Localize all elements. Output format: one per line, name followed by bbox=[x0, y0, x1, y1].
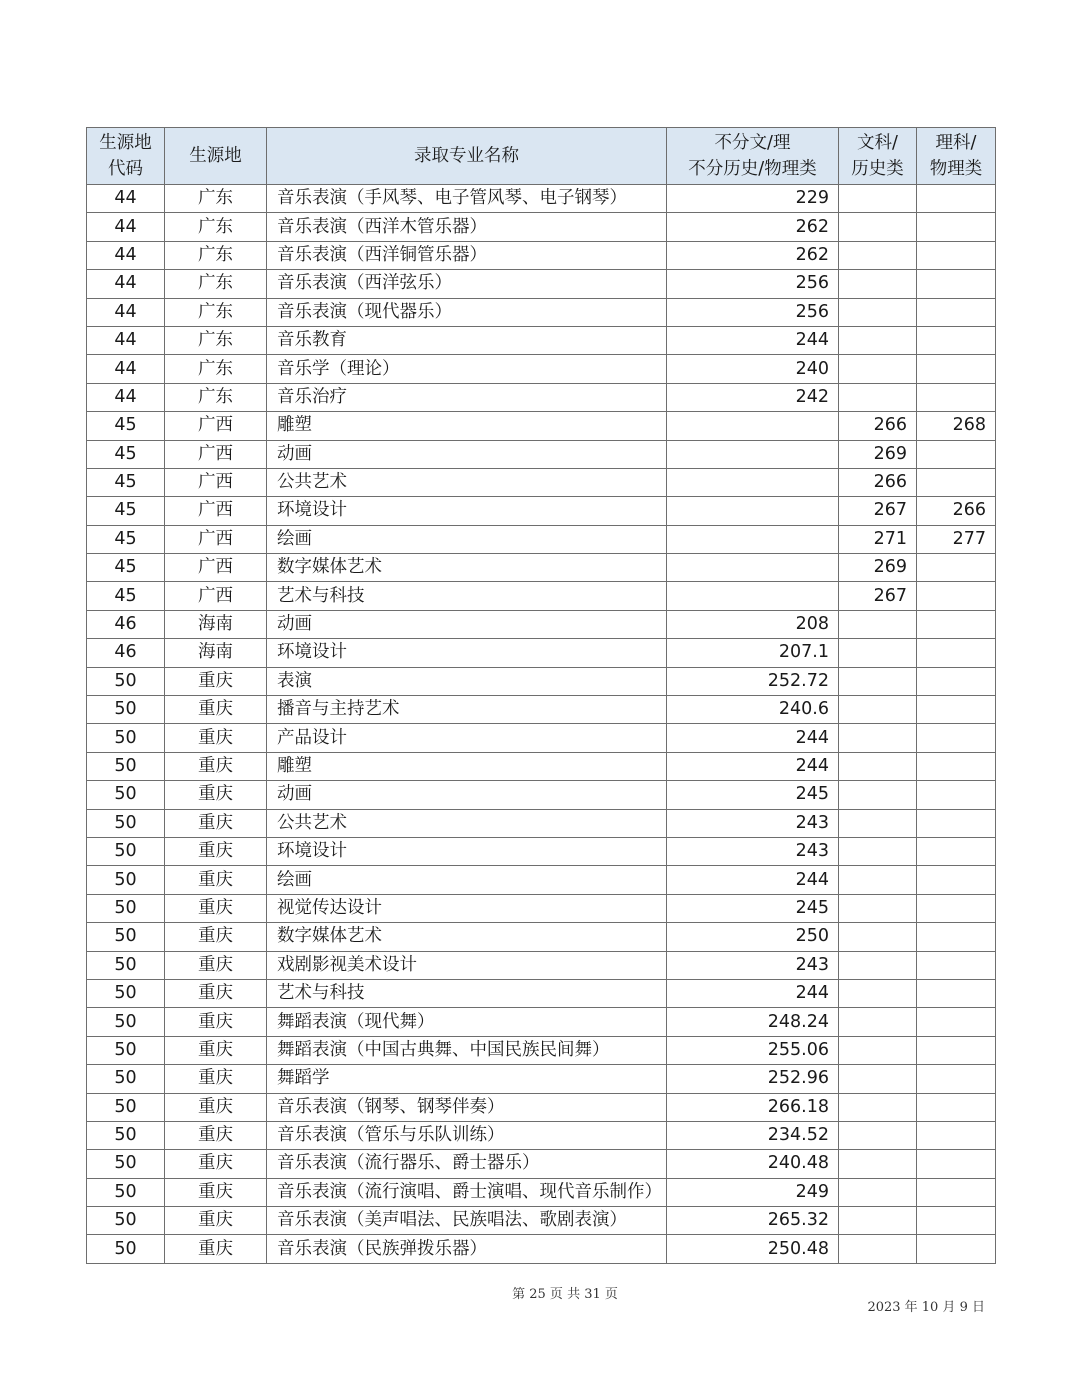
cell-score-all: 266.18 bbox=[667, 1093, 839, 1121]
table-row bbox=[87, 412, 996, 440]
cell-major: 数字媒体艺术 bbox=[267, 554, 667, 582]
cell-score-arts bbox=[839, 326, 917, 354]
cell-major: 艺术与科技 bbox=[267, 979, 667, 1007]
table-row bbox=[87, 667, 996, 695]
cell-score-all: 243 bbox=[667, 951, 839, 979]
header-score-arts-line1: 文科/ bbox=[857, 133, 898, 153]
cell-score-science bbox=[917, 1065, 996, 1093]
cell-province-code: 45 bbox=[87, 525, 165, 553]
cell-score-arts: 269 bbox=[839, 554, 917, 582]
cell-score-all: 234.52 bbox=[667, 1121, 839, 1149]
cell-major: 音乐表演（现代器乐） bbox=[267, 298, 667, 326]
cell-major: 音乐表演（民族弹拨乐器） bbox=[267, 1235, 667, 1263]
header-score-science-line2: 物理类 bbox=[929, 159, 983, 179]
cell-score-arts: 266 bbox=[839, 412, 917, 440]
header-major: 录取专业名称 bbox=[267, 128, 667, 185]
cell-major: 音乐表演（西洋弦乐） bbox=[267, 270, 667, 298]
cell-score-science bbox=[917, 1008, 996, 1036]
cell-score-all: 248.24 bbox=[667, 1008, 839, 1036]
cell-province-code: 50 bbox=[87, 923, 165, 951]
table-row bbox=[87, 440, 996, 468]
cell-major: 音乐表演（西洋铜管乐器） bbox=[267, 241, 667, 269]
cell-score-science bbox=[917, 554, 996, 582]
header-score-science bbox=[917, 128, 996, 185]
cell-score-arts bbox=[839, 1121, 917, 1149]
header-province-code-line2: 代码 bbox=[108, 159, 143, 179]
table-row bbox=[87, 1235, 996, 1263]
cell-score-all: 250 bbox=[667, 923, 839, 951]
cell-score-all: 244 bbox=[667, 724, 839, 752]
table-row bbox=[87, 1065, 996, 1093]
table-row bbox=[87, 781, 996, 809]
cell-province: 重庆 bbox=[165, 837, 267, 865]
cell-province: 重庆 bbox=[165, 667, 267, 695]
cell-major: 公共艺术 bbox=[267, 809, 667, 837]
cell-major: 绘画 bbox=[267, 866, 667, 894]
cell-score-all: 249 bbox=[667, 1178, 839, 1206]
cell-major: 音乐治疗 bbox=[267, 383, 667, 411]
cell-score-all: 243 bbox=[667, 837, 839, 865]
table-row bbox=[87, 724, 996, 752]
cell-score-arts bbox=[839, 1036, 917, 1064]
cell-province-code: 50 bbox=[87, 1235, 165, 1263]
cell-province: 重庆 bbox=[165, 951, 267, 979]
table-row bbox=[87, 923, 996, 951]
cell-score-science bbox=[917, 1093, 996, 1121]
cell-province: 重庆 bbox=[165, 979, 267, 1007]
cell-province: 重庆 bbox=[165, 696, 267, 724]
cell-province: 广东 bbox=[165, 326, 267, 354]
cell-major: 表演 bbox=[267, 667, 667, 695]
cell-province-code: 50 bbox=[87, 809, 165, 837]
cell-score-arts bbox=[839, 639, 917, 667]
admission-score-table bbox=[86, 127, 996, 1264]
cell-score-all bbox=[667, 525, 839, 553]
cell-province-code: 50 bbox=[87, 951, 165, 979]
table-row bbox=[87, 1121, 996, 1149]
cell-province-code: 50 bbox=[87, 1036, 165, 1064]
cell-score-arts bbox=[839, 1065, 917, 1093]
cell-score-arts bbox=[839, 1093, 917, 1121]
cell-province: 广西 bbox=[165, 412, 267, 440]
cell-major: 动画 bbox=[267, 440, 667, 468]
cell-score-science bbox=[917, 355, 996, 383]
cell-major: 音乐表演（钢琴、钢琴伴奏） bbox=[267, 1093, 667, 1121]
cell-score-science bbox=[917, 781, 996, 809]
cell-province-code: 46 bbox=[87, 610, 165, 638]
cell-major: 音乐教育 bbox=[267, 326, 667, 354]
cell-score-arts bbox=[839, 1235, 917, 1263]
cell-major: 动画 bbox=[267, 610, 667, 638]
cell-province-code: 44 bbox=[87, 298, 165, 326]
cell-score-all: 229 bbox=[667, 185, 839, 213]
table-row bbox=[87, 383, 996, 411]
cell-major: 音乐表演（流行演唱、爵士演唱、现代音乐制作） bbox=[267, 1178, 667, 1206]
cell-major: 戏剧影视美术设计 bbox=[267, 951, 667, 979]
cell-province: 广西 bbox=[165, 497, 267, 525]
cell-province-code: 45 bbox=[87, 412, 165, 440]
cell-score-arts bbox=[839, 1178, 917, 1206]
cell-major: 音乐表演（手风琴、电子管风琴、电子钢琴） bbox=[267, 185, 667, 213]
cell-score-arts bbox=[839, 185, 917, 213]
cell-score-all: 250.48 bbox=[667, 1235, 839, 1263]
cell-score-science bbox=[917, 383, 996, 411]
cell-score-science bbox=[917, 979, 996, 1007]
table-row bbox=[87, 809, 996, 837]
cell-score-science bbox=[917, 241, 996, 269]
cell-province-code: 44 bbox=[87, 383, 165, 411]
cell-score-arts bbox=[839, 298, 917, 326]
table-row bbox=[87, 610, 996, 638]
cell-score-science bbox=[917, 1150, 996, 1178]
cell-province-code: 46 bbox=[87, 639, 165, 667]
cell-score-science: 268 bbox=[917, 412, 996, 440]
cell-major: 雕塑 bbox=[267, 412, 667, 440]
cell-province-code: 44 bbox=[87, 213, 165, 241]
cell-major: 绘画 bbox=[267, 525, 667, 553]
cell-score-arts bbox=[839, 270, 917, 298]
cell-score-all: 245 bbox=[667, 894, 839, 922]
cell-major: 艺术与科技 bbox=[267, 582, 667, 610]
cell-major: 环境设计 bbox=[267, 497, 667, 525]
cell-province: 重庆 bbox=[165, 1207, 267, 1235]
cell-score-all bbox=[667, 412, 839, 440]
cell-score-arts bbox=[839, 837, 917, 865]
cell-province-code: 44 bbox=[87, 326, 165, 354]
cell-score-arts bbox=[839, 667, 917, 695]
table-header-row bbox=[87, 128, 996, 185]
table-row bbox=[87, 497, 996, 525]
cell-province-code: 45 bbox=[87, 582, 165, 610]
table-row bbox=[87, 298, 996, 326]
cell-score-science bbox=[917, 298, 996, 326]
cell-score-science bbox=[917, 1178, 996, 1206]
cell-province-code: 50 bbox=[87, 866, 165, 894]
cell-province: 海南 bbox=[165, 639, 267, 667]
cell-score-arts: 266 bbox=[839, 468, 917, 496]
table-row bbox=[87, 185, 996, 213]
cell-score-arts bbox=[839, 781, 917, 809]
cell-province: 重庆 bbox=[165, 1036, 267, 1064]
header-score-all-line1: 不分文/理 bbox=[714, 133, 791, 153]
cell-province-code: 50 bbox=[87, 1093, 165, 1121]
table-row bbox=[87, 1178, 996, 1206]
header-score-arts bbox=[839, 128, 917, 185]
cell-score-all: 262 bbox=[667, 213, 839, 241]
cell-score-science bbox=[917, 951, 996, 979]
cell-score-arts bbox=[839, 610, 917, 638]
header-score-arts-line2: 历史类 bbox=[851, 159, 904, 179]
cell-province-code: 50 bbox=[87, 979, 165, 1007]
cell-score-arts bbox=[839, 241, 917, 269]
cell-score-all bbox=[667, 582, 839, 610]
cell-province: 重庆 bbox=[165, 752, 267, 780]
cell-score-all: 208 bbox=[667, 610, 839, 638]
cell-major: 环境设计 bbox=[267, 837, 667, 865]
cell-province-code: 44 bbox=[87, 270, 165, 298]
cell-score-all: 255.06 bbox=[667, 1036, 839, 1064]
cell-major: 音乐表演（西洋木管乐器） bbox=[267, 213, 667, 241]
cell-score-all: 243 bbox=[667, 809, 839, 837]
table-row bbox=[87, 866, 996, 894]
header-score-all bbox=[667, 128, 839, 185]
cell-major: 产品设计 bbox=[267, 724, 667, 752]
cell-score-all: 207.1 bbox=[667, 639, 839, 667]
cell-score-science bbox=[917, 468, 996, 496]
cell-province: 广东 bbox=[165, 298, 267, 326]
cell-province: 重庆 bbox=[165, 1178, 267, 1206]
table-row bbox=[87, 582, 996, 610]
cell-province-code: 44 bbox=[87, 185, 165, 213]
cell-score-science bbox=[917, 1235, 996, 1263]
header-score-all-line2: 不分历史/物理类 bbox=[688, 159, 817, 179]
cell-score-science bbox=[917, 440, 996, 468]
table-row bbox=[87, 213, 996, 241]
cell-province: 重庆 bbox=[165, 1235, 267, 1263]
cell-major: 音乐表演（美声唱法、民族唱法、歌剧表演） bbox=[267, 1207, 667, 1235]
cell-score-all: 256 bbox=[667, 298, 839, 326]
table-row bbox=[87, 1150, 996, 1178]
table-row bbox=[87, 554, 996, 582]
cell-score-science bbox=[917, 667, 996, 695]
cell-score-all: 242 bbox=[667, 383, 839, 411]
cell-province-code: 50 bbox=[87, 1207, 165, 1235]
cell-score-science bbox=[917, 837, 996, 865]
cell-province: 重庆 bbox=[165, 1150, 267, 1178]
cell-score-all: 240 bbox=[667, 355, 839, 383]
table-row bbox=[87, 837, 996, 865]
table-row bbox=[87, 468, 996, 496]
cell-major: 音乐表演（流行器乐、爵士器乐） bbox=[267, 1150, 667, 1178]
cell-province-code: 50 bbox=[87, 837, 165, 865]
cell-major: 数字媒体艺术 bbox=[267, 923, 667, 951]
cell-score-arts bbox=[839, 752, 917, 780]
cell-province-code: 50 bbox=[87, 894, 165, 922]
table-row bbox=[87, 1008, 996, 1036]
table-row bbox=[87, 696, 996, 724]
cell-score-all: 244 bbox=[667, 752, 839, 780]
cell-province: 广东 bbox=[165, 270, 267, 298]
cell-score-all bbox=[667, 554, 839, 582]
table-row bbox=[87, 1036, 996, 1064]
cell-province: 广西 bbox=[165, 468, 267, 496]
table-row bbox=[87, 752, 996, 780]
table-row bbox=[87, 241, 996, 269]
cell-province: 广东 bbox=[165, 383, 267, 411]
cell-score-arts bbox=[839, 809, 917, 837]
cell-score-all: 244 bbox=[667, 866, 839, 894]
cell-province-code: 50 bbox=[87, 667, 165, 695]
cell-major: 舞蹈表演（中国古典舞、中国民族民间舞） bbox=[267, 1036, 667, 1064]
cell-province: 重庆 bbox=[165, 809, 267, 837]
cell-score-all: 256 bbox=[667, 270, 839, 298]
cell-score-all: 262 bbox=[667, 241, 839, 269]
table-row bbox=[87, 326, 996, 354]
cell-score-arts: 267 bbox=[839, 582, 917, 610]
cell-province-code: 45 bbox=[87, 554, 165, 582]
cell-score-arts bbox=[839, 979, 917, 1007]
cell-major: 动画 bbox=[267, 781, 667, 809]
cell-score-all: 240.48 bbox=[667, 1150, 839, 1178]
cell-major: 舞蹈表演（现代舞） bbox=[267, 1008, 667, 1036]
cell-score-science bbox=[917, 1036, 996, 1064]
cell-province-code: 50 bbox=[87, 1065, 165, 1093]
cell-major: 播音与主持艺术 bbox=[267, 696, 667, 724]
cell-province: 广东 bbox=[165, 241, 267, 269]
table-row bbox=[87, 355, 996, 383]
cell-score-science: 277 bbox=[917, 525, 996, 553]
cell-province-code: 44 bbox=[87, 355, 165, 383]
table-row bbox=[87, 270, 996, 298]
cell-score-all: 244 bbox=[667, 979, 839, 1007]
table-row bbox=[87, 979, 996, 1007]
cell-score-science bbox=[917, 610, 996, 638]
cell-score-arts: 267 bbox=[839, 497, 917, 525]
cell-score-science bbox=[917, 809, 996, 837]
cell-score-science bbox=[917, 639, 996, 667]
cell-score-science bbox=[917, 696, 996, 724]
cell-score-all: 252.72 bbox=[667, 667, 839, 695]
cell-score-science bbox=[917, 752, 996, 780]
cell-score-all: 244 bbox=[667, 326, 839, 354]
table-row bbox=[87, 525, 996, 553]
cell-score-science bbox=[917, 1121, 996, 1149]
cell-province: 广东 bbox=[165, 355, 267, 383]
header-province: 生源地 bbox=[165, 128, 267, 185]
cell-province-code: 50 bbox=[87, 781, 165, 809]
cell-major: 环境设计 bbox=[267, 639, 667, 667]
cell-score-arts bbox=[839, 1008, 917, 1036]
header-province-code bbox=[87, 128, 165, 185]
cell-province-code: 50 bbox=[87, 724, 165, 752]
cell-province: 重庆 bbox=[165, 1065, 267, 1093]
cell-score-all: 240.6 bbox=[667, 696, 839, 724]
cell-province: 广西 bbox=[165, 525, 267, 553]
cell-score-science bbox=[917, 1207, 996, 1235]
cell-score-all bbox=[667, 497, 839, 525]
cell-score-arts bbox=[839, 724, 917, 752]
cell-province: 广西 bbox=[165, 440, 267, 468]
cell-score-all bbox=[667, 468, 839, 496]
table-row bbox=[87, 951, 996, 979]
cell-score-arts bbox=[839, 894, 917, 922]
cell-province: 广西 bbox=[165, 554, 267, 582]
table-row bbox=[87, 639, 996, 667]
document-date: 2023 年 10 月 9 日 bbox=[867, 1300, 985, 1315]
cell-score-all: 245 bbox=[667, 781, 839, 809]
cell-score-arts bbox=[839, 1150, 917, 1178]
cell-province-code: 45 bbox=[87, 468, 165, 496]
cell-province: 重庆 bbox=[165, 866, 267, 894]
cell-score-science bbox=[917, 582, 996, 610]
cell-major: 公共艺术 bbox=[267, 468, 667, 496]
header-score-science-line1: 理科/ bbox=[935, 133, 977, 153]
cell-score-science bbox=[917, 213, 996, 241]
cell-province: 广东 bbox=[165, 213, 267, 241]
cell-province-code: 50 bbox=[87, 696, 165, 724]
cell-score-arts bbox=[839, 355, 917, 383]
cell-province-code: 50 bbox=[87, 752, 165, 780]
cell-province: 重庆 bbox=[165, 1008, 267, 1036]
cell-province: 海南 bbox=[165, 610, 267, 638]
cell-score-arts bbox=[839, 383, 917, 411]
cell-province: 广西 bbox=[165, 582, 267, 610]
cell-score-science bbox=[917, 270, 996, 298]
cell-score-arts bbox=[839, 696, 917, 724]
cell-province: 重庆 bbox=[165, 1121, 267, 1149]
cell-score-science bbox=[917, 326, 996, 354]
cell-province-code: 45 bbox=[87, 440, 165, 468]
table-body bbox=[87, 185, 996, 1264]
header-province-code-line1: 生源地 bbox=[99, 133, 152, 153]
cell-province: 重庆 bbox=[165, 894, 267, 922]
table-row bbox=[87, 894, 996, 922]
cell-score-arts: 271 bbox=[839, 525, 917, 553]
cell-score-science bbox=[917, 923, 996, 951]
cell-province-code: 50 bbox=[87, 1121, 165, 1149]
cell-province: 重庆 bbox=[165, 923, 267, 951]
table-row bbox=[87, 1207, 996, 1235]
cell-score-arts bbox=[839, 1207, 917, 1235]
cell-score-science bbox=[917, 724, 996, 752]
cell-score-arts bbox=[839, 951, 917, 979]
cell-score-all: 252.96 bbox=[667, 1065, 839, 1093]
cell-province-code: 44 bbox=[87, 241, 165, 269]
cell-province: 重庆 bbox=[165, 724, 267, 752]
cell-score-science bbox=[917, 866, 996, 894]
cell-province-code: 45 bbox=[87, 497, 165, 525]
cell-province-code: 50 bbox=[87, 1178, 165, 1206]
cell-major: 音乐学（理论） bbox=[267, 355, 667, 383]
table-row bbox=[87, 1093, 996, 1121]
admission-score-table-container bbox=[86, 127, 995, 1264]
cell-score-all: 265.32 bbox=[667, 1207, 839, 1235]
cell-score-arts bbox=[839, 923, 917, 951]
cell-score-all bbox=[667, 440, 839, 468]
cell-score-science bbox=[917, 894, 996, 922]
cell-province-code: 50 bbox=[87, 1008, 165, 1036]
cell-score-science: 266 bbox=[917, 497, 996, 525]
cell-score-arts bbox=[839, 213, 917, 241]
cell-major: 舞蹈学 bbox=[267, 1065, 667, 1093]
cell-score-arts bbox=[839, 866, 917, 894]
cell-province: 重庆 bbox=[165, 781, 267, 809]
cell-major: 视觉传达设计 bbox=[267, 894, 667, 922]
cell-major: 音乐表演（管乐与乐队训练） bbox=[267, 1121, 667, 1149]
cell-major: 雕塑 bbox=[267, 752, 667, 780]
cell-province: 重庆 bbox=[165, 1093, 267, 1121]
cell-province-code: 50 bbox=[87, 1150, 165, 1178]
cell-score-science bbox=[917, 185, 996, 213]
cell-score-arts: 269 bbox=[839, 440, 917, 468]
page-number: 第 25 页 共 31 页 bbox=[512, 1287, 618, 1302]
cell-province: 广东 bbox=[165, 185, 267, 213]
